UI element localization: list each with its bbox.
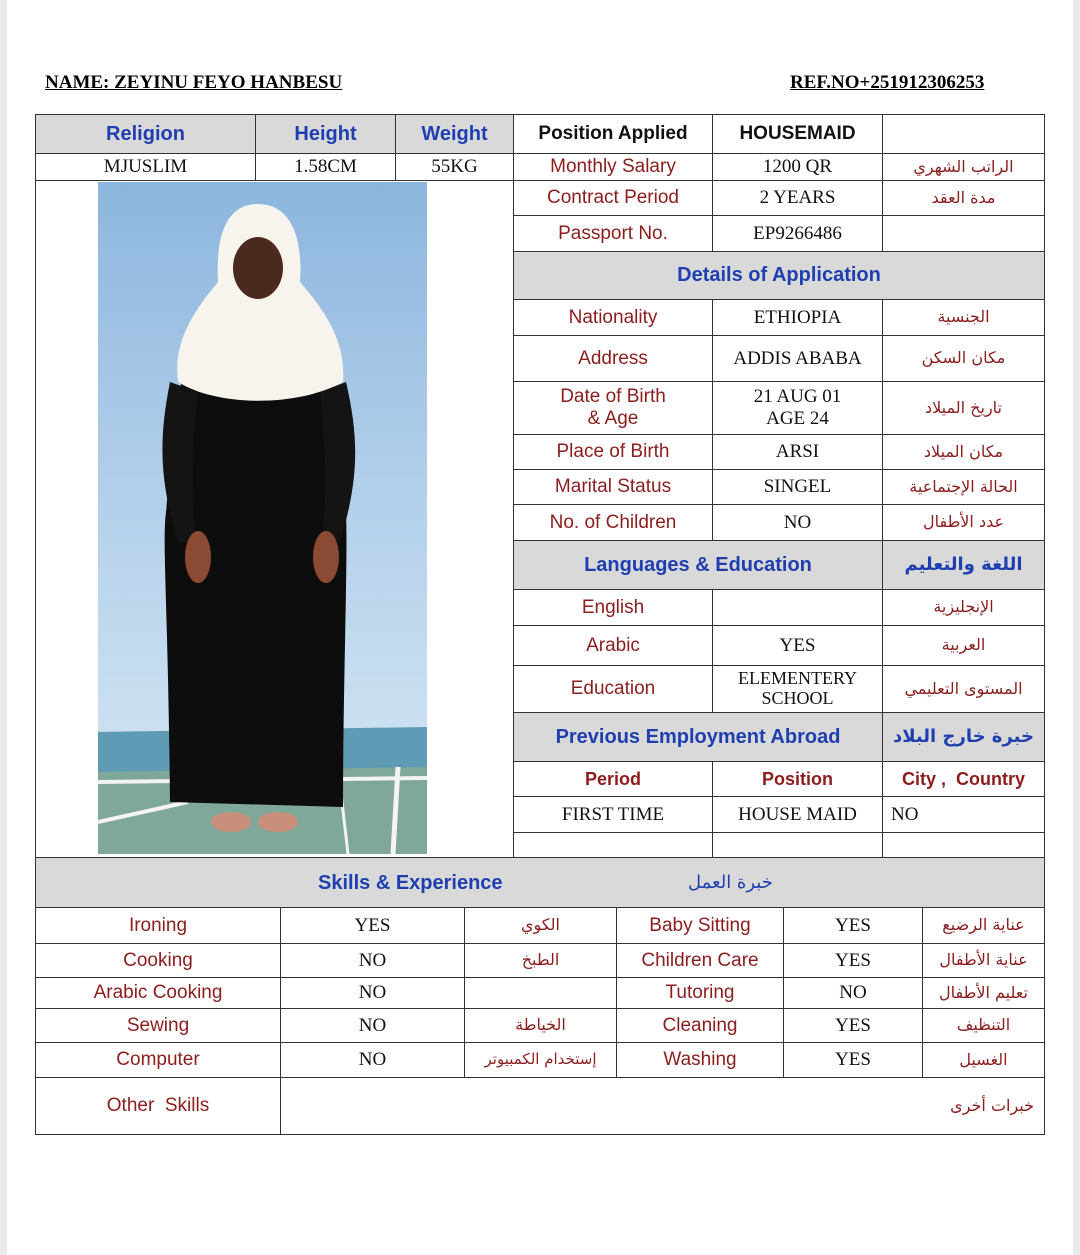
contract-period-value: 2 YEARS xyxy=(712,180,883,216)
skills-section-title-ar: خبرة العمل xyxy=(688,872,773,893)
passport-label: Passport No. xyxy=(513,215,713,252)
details-section-title: Details of Application xyxy=(513,251,1045,300)
empty-cell xyxy=(882,215,1045,252)
children-label: No. of Children xyxy=(513,504,713,541)
english-value xyxy=(712,589,883,626)
place-of-birth-label: Place of Birth xyxy=(513,434,713,470)
skill-baby-sitting-label: Baby Sitting xyxy=(616,907,784,944)
monthly-salary-value: 1200 QR xyxy=(712,153,883,181)
education-value-line1: ELEMENTERY xyxy=(738,668,857,689)
skill-arabic-cooking-label: Arabic Cooking xyxy=(35,977,281,1009)
skill-children-care-label: Children Care xyxy=(616,943,784,978)
skill-children-care-value: YES xyxy=(783,943,923,978)
nationality-value: ETHIOPIA xyxy=(712,299,883,336)
arabic-label: Arabic xyxy=(513,625,713,666)
height-value: 1.58CM xyxy=(255,153,396,181)
education-value-line2: SCHOOL xyxy=(761,688,834,708)
languages-section-title-ar: اللغة والتعليم xyxy=(882,540,1045,590)
reference-number: REF.NO+251912306253 xyxy=(790,72,985,93)
skill-baby-sitting-ar: عناية الرضيع xyxy=(922,907,1045,944)
employment-period-value: FIRST TIME xyxy=(513,796,713,833)
height-label: Height xyxy=(255,114,396,154)
english-ar: الإنجليزية xyxy=(882,589,1045,626)
nationality-ar: الجنسية xyxy=(882,299,1045,336)
skill-washing-label: Washing xyxy=(616,1042,784,1078)
weight-value: 55KG xyxy=(395,153,514,181)
skill-sewing-ar: الخياطة xyxy=(464,1008,617,1043)
contract-period-label: Contract Period xyxy=(513,180,713,216)
empty-cell xyxy=(712,832,883,858)
education-label: Education xyxy=(513,665,713,713)
skill-sewing-value: NO xyxy=(280,1008,465,1043)
education-value xyxy=(712,665,883,713)
skill-arabic-cooking-value: NO xyxy=(280,977,465,1009)
dob-age-label xyxy=(513,381,713,435)
skill-computer-label: Computer xyxy=(35,1042,281,1078)
skill-washing-ar: الغسيل xyxy=(922,1042,1045,1078)
dob-label-line2: & Age xyxy=(587,408,639,429)
skill-arabic-cooking-ar xyxy=(464,977,617,1009)
education-ar: المستوى التعليمي xyxy=(882,665,1045,713)
other-skills-ar: خبرات أخرى xyxy=(950,1095,1034,1115)
skill-cooking-value: NO xyxy=(280,943,465,978)
age-value: AGE 24 xyxy=(766,408,829,429)
religion-label: Religion xyxy=(35,114,256,154)
contract-period-ar: مدة العقد xyxy=(882,180,1045,216)
employment-city-value: NO xyxy=(882,796,1045,833)
skill-washing-value: YES xyxy=(783,1042,923,1078)
skill-cleaning-label: Cleaning xyxy=(616,1008,784,1043)
address-ar: مكان السكن xyxy=(882,335,1045,382)
monthly-salary-ar: الراتب الشهري xyxy=(882,153,1045,181)
candidate-photo xyxy=(98,182,427,854)
monthly-salary-label: Monthly Salary xyxy=(513,153,713,181)
skills-section-title-bar xyxy=(35,857,1045,908)
dob-age-value xyxy=(712,381,883,435)
skill-computer-ar: إستخدام الكمبيوتر xyxy=(464,1042,617,1078)
skill-sewing-label: Sewing xyxy=(35,1008,281,1043)
marital-status-value: SINGEL xyxy=(712,469,883,505)
skill-ironing-value: YES xyxy=(280,907,465,944)
skill-cleaning-value: YES xyxy=(783,1008,923,1043)
address-label: Address xyxy=(513,335,713,382)
employment-section-title: Previous Employment Abroad xyxy=(513,712,883,762)
religion-value: MJUSLIM xyxy=(35,153,256,181)
skill-cooking-ar: الطبخ xyxy=(464,943,617,978)
city-country-header: City , Country xyxy=(882,761,1045,797)
other-skills-value xyxy=(280,1077,1045,1135)
skill-cooking-label: Cooking xyxy=(35,943,281,978)
children-ar: عدد الأطفال xyxy=(882,504,1045,541)
empty-cell xyxy=(513,832,713,858)
skill-ironing-label: Ironing xyxy=(35,907,281,944)
employment-section-title-ar: خبرة خارج البلاد xyxy=(882,712,1045,762)
skill-ironing-ar: الكوي xyxy=(464,907,617,944)
place-of-birth-value: ARSI xyxy=(712,434,883,470)
position-applied-label: Position Applied xyxy=(513,114,713,154)
marital-status-ar: الحالة الإجتماعية xyxy=(882,469,1045,505)
candidate-name: NAME: ZEYINU FEYO HANBESU xyxy=(45,72,343,93)
place-of-birth-ar: مكان الميلاد xyxy=(882,434,1045,470)
nationality-label: Nationality xyxy=(513,299,713,336)
skill-cleaning-ar: التنظيف xyxy=(922,1008,1045,1043)
skill-tutoring-label: Tutoring xyxy=(616,977,784,1009)
skill-children-care-ar: عناية الأطفال xyxy=(922,943,1045,978)
dob-ar: تاريخ الميلاد xyxy=(882,381,1045,435)
arabic-ar: العربية xyxy=(882,625,1045,666)
children-value: NO xyxy=(712,504,883,541)
languages-section-title: Languages & Education xyxy=(513,540,883,590)
empty-cell xyxy=(882,114,1045,154)
employment-position-value: HOUSE MAID xyxy=(712,796,883,833)
skill-computer-value: NO xyxy=(280,1042,465,1078)
dob-value: 21 AUG 01 xyxy=(753,386,842,408)
skills-section-title: Skills & Experience xyxy=(318,872,503,894)
other-skills-label: Other Skills xyxy=(35,1077,281,1135)
skill-tutoring-value: NO xyxy=(783,977,923,1009)
skill-baby-sitting-value: YES xyxy=(783,907,923,944)
english-label: English xyxy=(513,589,713,626)
weight-label: Weight xyxy=(395,114,514,154)
empty-cell xyxy=(882,832,1045,858)
position-header: Position xyxy=(712,761,883,797)
arabic-value: YES xyxy=(712,625,883,666)
position-applied-value: HOUSEMAID xyxy=(712,114,883,154)
marital-status-label: Marital Status xyxy=(513,469,713,505)
address-value: ADDIS ABABA xyxy=(712,335,883,382)
dob-label-line1: Date of Birth xyxy=(560,386,666,408)
skill-tutoring-ar: تعليم الأطفال xyxy=(922,977,1045,1009)
passport-value: EP9266486 xyxy=(712,215,883,252)
period-header: Period xyxy=(513,761,713,797)
